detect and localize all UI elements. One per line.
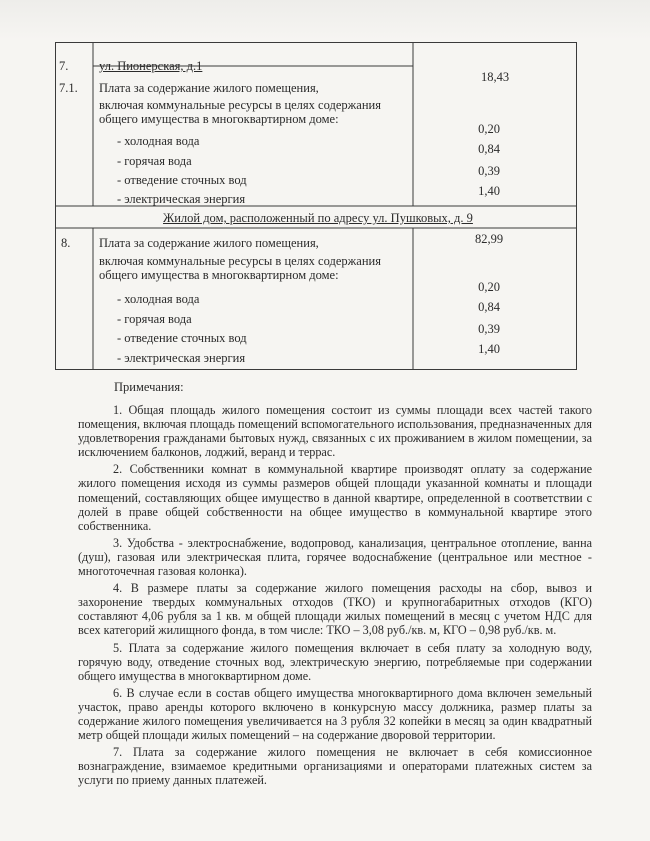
note-paragraph-6: 6. В случае если в состав общего имущества многоквартирного дома включен земельный участок, право аренды которого включено в конкурсную массу должника, размер платы за содержание жилого помещения увеличивается на 3 рубля 32 копейки в месяц за один квадратный метр общей площади жилых помещений – на содержание дворовой территории. [78,685,592,743]
section-8-address-header: Жилой дом, расположенный по адресу ул. Пушковых, д. 9 [163,211,473,225]
item-value-8-electricity: 1,40 [478,342,500,356]
fee-label-7-line2: включая коммунальные ресурсы в целях содержания [99,98,381,112]
fee-label-8-line2: включая коммунальные ресурсы в целях содержания [99,254,381,268]
notes-list [78,403,592,790]
fee-label-7-line1: Плата за содержание жилого помещения, [99,81,319,95]
item-label-8-hot-water: - горячая вода [117,312,192,326]
row-number-7-1: 7.1. [59,81,78,95]
row-number-8: 8. [61,236,71,250]
fee-label-7-line3: общего имущества в многоквартирном доме: [99,112,339,126]
note-paragraph-1: 1. Общая площадь жилого помещения состоит из суммы площади всех частей такого помещения, включая площадь помещений вспомогательного использования, предназначенных для удовлетворения гражданами бытовых нужд, связанных с их проживанием в жилом помещении, за исключением балконов, лоджий, веранд и террас. [78,403,592,460]
item-value-7-sewage: 0,39 [478,164,500,178]
note-paragraph-7: 7. Плата за содержание жилого помещения не включает в себя комиссионное вознаграждение, взимаемое кредитными организациями и операторами платежных систем за услуги по приему данных платежей. [78,745,592,788]
row-number-7: 7. [59,59,69,73]
note-paragraph-2: 2. Собственники комнат в коммунальной квартире производят оплату за содержание жилого помещения исходя из суммы размеров общей площади указанной комнаты и площади помещений, составляющих общее имущество в данной квартире, определенной в соответствии с долей в праве общей собственности на общее имущество в коммунальной квартире этого собственника. [78,462,592,533]
fee-label-8-line3: общего имущества в многоквартирном доме: [99,268,339,282]
item-label-8-cold-water: - холодная вода [117,292,200,306]
address-7: ул. Пионерская, д.1 [99,59,203,73]
item-value-7-electricity: 1,40 [478,184,500,198]
item-label-7-electricity: - электрическая энергия [117,192,246,206]
scan-shadow [0,0,650,40]
item-label-7-sewage: - отведение сточных вод [117,173,247,187]
tariff-table [55,42,577,370]
fee-total-7: 18,43 [480,70,510,84]
item-value-8-cold-water: 0,20 [478,280,500,294]
item-value-8-sewage: 0,39 [478,322,500,336]
item-value-7-hot-water: 0,84 [478,142,500,156]
item-value-8-hot-water: 0,84 [478,300,500,314]
note-paragraph-5: 5. Плата за содержание жилого помещения включает в себя плату за холодную воду, горячую воду, отведение сточных вод, электрическую энергию, потребляемые при содержании общего имущества в многоквартирном доме. [78,640,592,683]
fee-total-8: 82,99 [474,232,504,246]
item-label-7-cold-water: - холодная вода [117,134,200,148]
item-label-8-sewage: - отведение сточных вод [117,331,247,345]
item-label-7-hot-water: - горячая вода [117,154,192,168]
note-paragraph-4: 4. В размере платы за содержание жилого помещения расходы на сбор, вывоз и захоронение твердых коммунальных отходов (ТКО) и крупногабаритных отходов (КГО) составляют 4,06 рубля за 1 кв. м общей площади жилых помещений в месяц с учетом НДС для всех категорий жилищного фонда, в том числе: ТКО – 3,08 руб./кв. м, КГО – 0,98 руб./кв. м. [78,581,592,638]
notes-title: Примечания: [114,380,184,394]
item-label-8-electricity: - электрическая энергия [117,351,246,365]
item-value-7-cold-water: 0,20 [478,122,500,136]
note-paragraph-3: 3. Удобства - электроснабжение, водопровод, канализация, центральное отопление, ванна (душ), газовая или электрическая плита, горячее водоснабжение (центральное или местное - многоточечная газовая колонка). [78,535,592,579]
fee-label-8-line1: Плата за содержание жилого помещения, [99,236,319,250]
